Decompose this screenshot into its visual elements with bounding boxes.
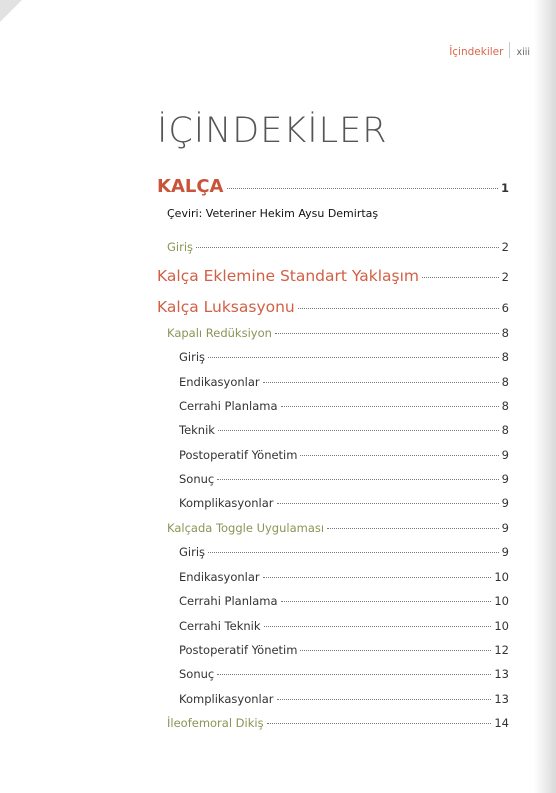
toc-entry-endikasyonlar-2[interactable]	[179, 570, 509, 584]
toc-dot-leader	[208, 552, 499, 553]
toc-entry-page: 9	[501, 472, 509, 486]
toc-entry-title: Giriş	[179, 545, 206, 559]
toc-entry-title: Cerrahi Teknik	[179, 619, 261, 633]
toc-dot-leader	[263, 577, 492, 578]
toc-entry-kalca-luksasyonu[interactable]	[157, 298, 509, 316]
toc-entry-title: Giriş	[179, 350, 206, 364]
running-head	[449, 42, 530, 58]
toc-entry-title: Kalça Eklemine Standart Yaklaşım	[157, 267, 419, 285]
toc-entry-page: 12	[494, 643, 509, 657]
toc-dot-leader	[281, 601, 492, 602]
toc-dot-leader	[264, 626, 492, 627]
running-head-label: İçindekiler	[449, 46, 504, 58]
toc-dot-leader	[300, 455, 498, 456]
toc-dot-leader	[208, 357, 499, 358]
toc-entry-title: Cerrahi Planlama	[179, 594, 278, 608]
toc-dot-leader	[422, 277, 499, 278]
toc-entry-title: Endikasyonlar	[179, 375, 260, 389]
toc-entry-page: 8	[501, 423, 509, 437]
toc-entry-title: Giriş	[167, 240, 194, 254]
toc-entry-title: Postoperatif Yönetim	[179, 448, 298, 462]
toc-entry-standart-yaklasim[interactable]	[157, 267, 509, 285]
toc-entry-title: KALÇA	[157, 176, 224, 197]
toc-dot-leader	[267, 723, 492, 724]
toc-entry-title: Komplikasyonlar	[179, 692, 274, 706]
toc-entry-title: Teknik	[179, 423, 215, 437]
toc-entry-page: 13	[494, 692, 509, 706]
toc-entry-title: Sonuç	[179, 667, 215, 681]
toc-entry-page: 8	[501, 375, 509, 389]
translator-credit: Çeviri: Veteriner Hekim Aysu Demirtaş	[167, 207, 379, 220]
toc-entry-giris-2[interactable]	[179, 350, 509, 364]
toc-entry-page: 9	[501, 448, 509, 462]
page-corner-fold	[0, 0, 22, 22]
toc-entry-postoperatif-yonetim-2[interactable]	[179, 643, 509, 657]
toc-entry-title: Cerrahi Planlama	[179, 399, 278, 413]
toc-entry-toggle-uygulamasi[interactable]	[167, 521, 509, 535]
toc-entry-title: Kalça Luksasyonu	[157, 298, 295, 316]
toc-dot-leader	[277, 503, 499, 504]
toc-dot-leader	[281, 406, 499, 407]
toc-entry-page: 9	[501, 496, 509, 510]
toc-entry-page: 2	[501, 240, 509, 254]
toc-dot-leader	[217, 479, 498, 480]
toc-entry-page: 8	[501, 326, 509, 340]
toc-entry-cerrahi-planlama-2[interactable]	[179, 594, 509, 608]
toc-entry-postoperatif-yonetim[interactable]	[179, 448, 509, 462]
toc-entry-cerrahi-planlama[interactable]	[179, 399, 509, 413]
toc-entry-title: Postoperatif Yönetim	[179, 643, 298, 657]
toc-dot-leader	[298, 308, 499, 309]
toc-dot-leader	[300, 650, 491, 651]
toc-dot-leader	[277, 699, 492, 700]
toc-dot-leader	[196, 247, 499, 248]
toc-entry-page: 10	[494, 619, 509, 633]
toc-entry-page: 1	[500, 181, 509, 195]
toc-entry-ileofemoral-dikis[interactable]	[167, 716, 509, 730]
running-head-page-number: xiii	[516, 47, 530, 58]
toc-entry-sonuc-2[interactable]	[179, 667, 509, 681]
toc-entry-page: 10	[494, 594, 509, 608]
toc-dot-leader	[217, 674, 491, 675]
toc-entry-title: Sonuç	[179, 472, 215, 486]
toc-entry-komplikasyonlar[interactable]	[179, 496, 509, 510]
toc-entry-title: Kapalı Redüksiyon	[167, 326, 272, 340]
toc-entry-page: 9	[501, 545, 509, 559]
page-title: İÇİNDEKİLER	[157, 111, 388, 151]
toc-entry-page: 14	[494, 716, 509, 730]
toc-entry-page: 10	[494, 570, 509, 584]
toc-entry-kapali-reduksiyon[interactable]	[167, 326, 509, 340]
toc-entry-page: 2	[501, 270, 509, 284]
toc-entry-komplikasyonlar-2[interactable]	[179, 692, 509, 706]
toc-entry-title: İleofemoral Dikiş	[167, 716, 264, 730]
toc-entry-giris-3[interactable]	[179, 545, 509, 559]
toc-entry-title: Komplikasyonlar	[179, 496, 274, 510]
toc-entry-cerrahi-teknik[interactable]	[179, 619, 509, 633]
running-head-divider	[509, 42, 510, 58]
toc-entry-title: Endikasyonlar	[179, 570, 260, 584]
toc-entry-kalca[interactable]	[157, 176, 509, 197]
toc-entry-page: 8	[501, 350, 509, 364]
toc-dot-leader	[327, 528, 499, 529]
toc-dot-leader	[218, 430, 499, 431]
toc-entry-page: 13	[494, 667, 509, 681]
toc-dot-leader	[275, 333, 499, 334]
toc-entry-page: 9	[501, 521, 509, 535]
toc-entry-giris[interactable]	[167, 240, 509, 254]
page-spine-shadow	[534, 0, 556, 793]
toc-entry-page: 8	[501, 399, 509, 413]
toc-entry-teknik[interactable]	[179, 423, 509, 437]
toc-entry-page: 6	[501, 301, 509, 315]
toc-entry-title: Kalçada Toggle Uygulaması	[167, 521, 325, 535]
toc-entry-sonuc[interactable]	[179, 472, 509, 486]
toc-dot-leader	[227, 188, 498, 189]
toc-entry-endikasyonlar[interactable]	[179, 375, 509, 389]
toc-dot-leader	[263, 382, 499, 383]
